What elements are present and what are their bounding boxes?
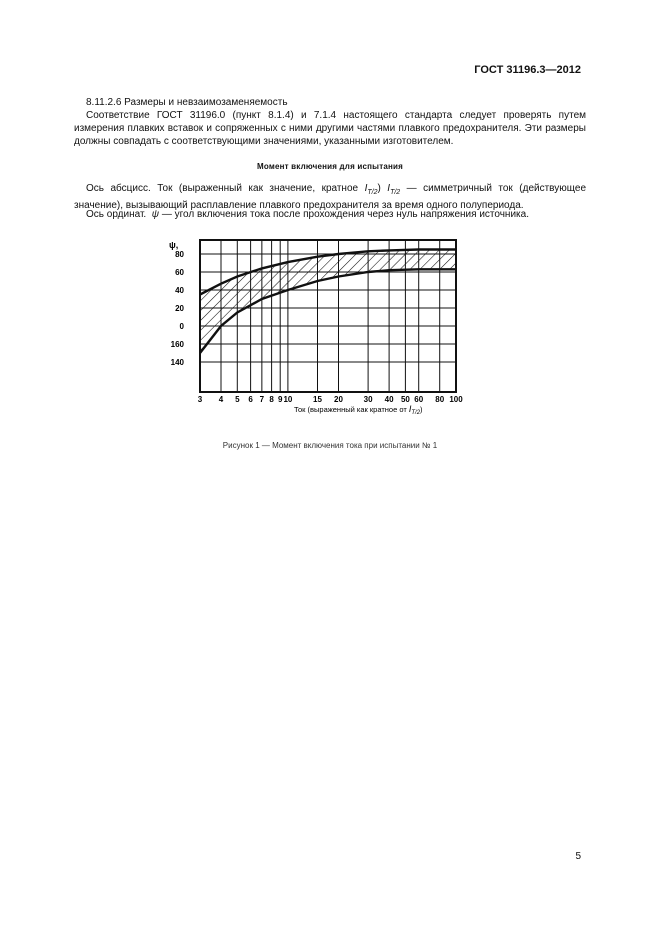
x-tick-label: 50 <box>400 395 410 404</box>
x-tick-label: 7 <box>259 395 265 404</box>
upper-curve-point <box>287 261 289 263</box>
x-tick-label: 5 <box>235 395 240 404</box>
y-tick-labels <box>171 250 185 367</box>
y-tick-label: 20 <box>175 304 184 313</box>
upper-curve-point <box>261 268 263 270</box>
lower-curve-point <box>220 325 222 327</box>
page-number: 5 <box>575 851 581 862</box>
document-code: ГОСТ 31196.3—2012 <box>474 64 581 76</box>
y-tick-label: 160 <box>170 340 184 349</box>
section-body: Соответствие ГОСТ 31196.0 (пункт 8.1.4) и 7.1.4 настоящего стандарта следует проверять путем измерения плавких вставок и сопряженных с ними другими частями плавкого предохранителя. Эти размеры должны совпадать с соответствующими значениями, указанными изготовителем. <box>74 110 586 147</box>
lower-curve-point <box>317 280 319 282</box>
x-tick-label: 15 <box>313 395 322 404</box>
y-tick-label: 140 <box>170 358 184 367</box>
y-tick-label: 80 <box>175 250 184 259</box>
x-tick-label: 30 <box>363 395 373 404</box>
abscissa-description: Ось абсцисс. Ток (выраженный как значение, кратное $I_{T/2}$) $I_{T/2}$ — симметричный ток (действующее значение), вызывающий расплавление плавкого предохранителя за время одного полупериода. <box>74 183 587 211</box>
x-tick-label: 40 <box>384 395 394 404</box>
y-tick-label: 0 <box>179 322 184 331</box>
upper-curve-point <box>388 250 390 252</box>
upper-curve-point <box>439 249 441 251</box>
x-tick-label: 10 <box>283 395 293 404</box>
lower-curve-point <box>439 269 441 271</box>
upper-curve-point <box>338 253 340 255</box>
lower-curve-point <box>388 269 390 271</box>
lower-curve-point <box>287 289 289 291</box>
figure-caption: Рисунок 1 — Момент включения тока при испытании № 1 <box>222 441 438 450</box>
upper-curve-point <box>317 256 319 258</box>
x-tick-label: 6 <box>248 395 253 404</box>
y-tick-label: 40 <box>175 286 184 295</box>
section-heading: 8.11.2.6 Размеры и невзаимозаменяемость <box>86 97 288 108</box>
upper-curve-point <box>367 251 369 253</box>
x-tick-label: 3 <box>197 395 203 404</box>
upper-curve-point <box>418 249 420 251</box>
lower-curve-point <box>261 298 263 300</box>
lower-curve-point <box>236 312 238 314</box>
hatched-band-area <box>200 250 456 354</box>
y-axis-label: ψ, <box>169 240 179 250</box>
ordinate-description: Ось ординат. ψ — угол включения тока после прохождения через нуль напряжения источника. <box>86 209 529 220</box>
hatched-band <box>200 250 456 354</box>
lower-curve-point <box>367 271 369 273</box>
lower-curve-point <box>338 276 340 278</box>
upper-curve-point <box>220 283 222 285</box>
y-tick-label: 60 <box>175 268 184 277</box>
upper-curve-point <box>236 276 238 278</box>
x-tick-label: 60 <box>414 395 424 404</box>
x-tick-label: 9 <box>277 395 283 404</box>
figure-title: Момент включения для испытания <box>256 162 403 171</box>
inrush-angle-chart <box>150 232 480 422</box>
x-tick-label: 8 <box>269 395 274 404</box>
x-tick-label: 100 <box>449 395 463 404</box>
x-tick-label: 4 <box>218 395 224 404</box>
x-tick-label: 20 <box>334 395 343 404</box>
x-axis-label: Ток (выраженный как кратное от $I_{T/2}$) <box>294 404 423 416</box>
x-tick-label: 80 <box>435 395 445 404</box>
x-tick-labels <box>198 395 463 404</box>
lower-curve-point <box>418 269 420 271</box>
